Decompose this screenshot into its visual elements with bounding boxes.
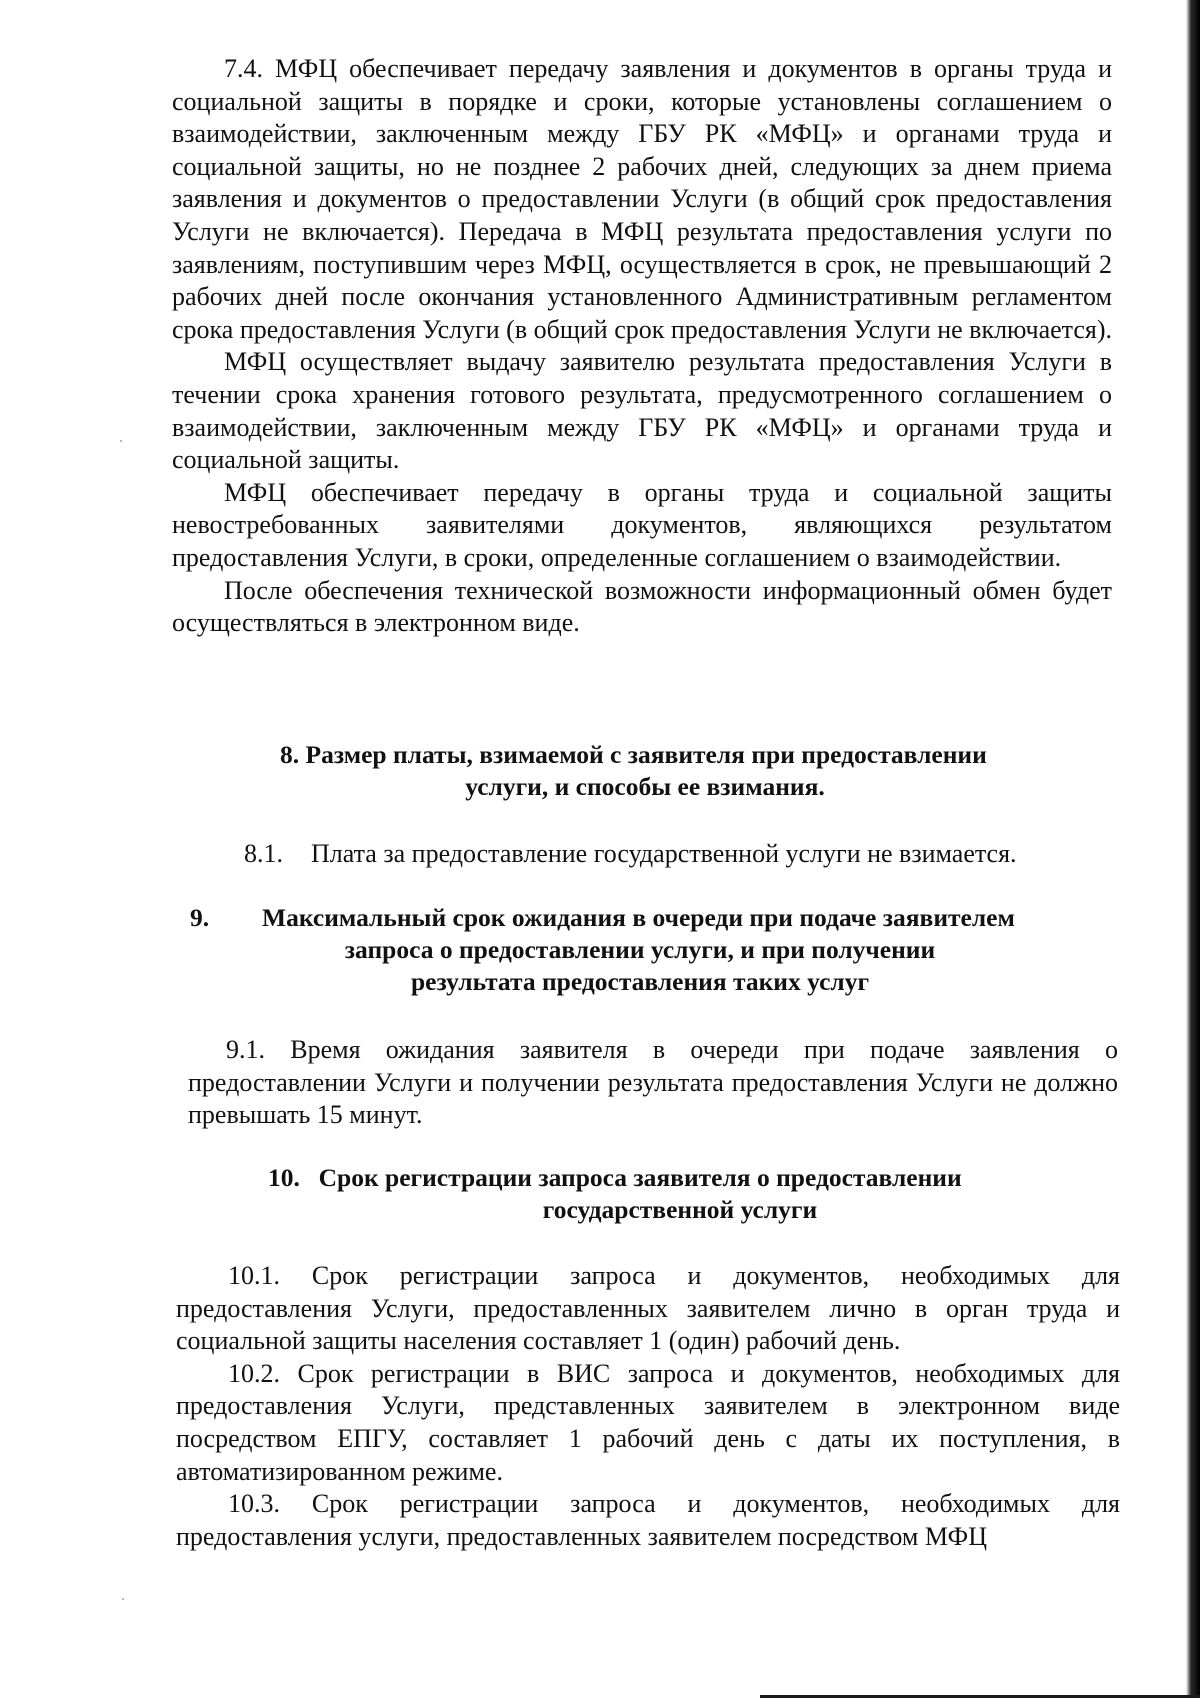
scan-edge-shadow bbox=[1186, 0, 1200, 1698]
section-9-block bbox=[188, 1034, 1118, 1132]
section-10-block bbox=[176, 1260, 1120, 1553]
section-9-heading-line2 bbox=[220, 934, 1060, 967]
section-8-title-line2: услуги, и способы ее взимания. bbox=[465, 772, 825, 801]
section-8-heading-cont bbox=[280, 771, 1010, 804]
section-10-heading bbox=[268, 1162, 1088, 1195]
section-8-number: 8. bbox=[280, 740, 300, 769]
section-10-title-line1: Срок регистрации запроса заявителя о предоставлении bbox=[318, 1163, 962, 1192]
paragraph-7-4-issue: МФЦ осуществляет выдачу заявителю результата предоставления Услуги в течении срока хранения готового результата, предусмотренного соглашением о взаимодействии, заключенным между ГБУ РК «МФЦ» и органами труда и социальной защиты. bbox=[172, 347, 1112, 475]
section-9-number-block bbox=[190, 902, 209, 935]
paragraph-10-2: 10.2. Срок регистрации в ВИС запроса и документов, необходимых для предоставления Услуги, представленных заявителем в электронном виде посредством ЕПГУ, составляет 1 рабочий день с даты их поступления, в автоматизированном режиме. bbox=[176, 1358, 1120, 1486]
paragraph-10-1: 10.1. Срок регистрации запроса и документов, необходимых для предоставления Услуги, предоставленных заявителем лично в орган труда и социальной защиты населения составляет 1 (один) рабочий день. bbox=[176, 1261, 1120, 1356]
section-9-title-line2: запроса о предоставлении услуги, и при получении bbox=[344, 935, 936, 964]
section-9-heading bbox=[262, 902, 1102, 935]
section-10-number: 10. bbox=[268, 1163, 300, 1192]
scan-speck bbox=[120, 440, 122, 442]
item-8-1 bbox=[244, 838, 1017, 871]
item-8-1-text: Плата за предоставление государственной услуги не взимается. bbox=[311, 839, 1017, 868]
section-10-heading-cont bbox=[270, 1194, 1090, 1227]
paragraph-9-1: 9.1. Время ожидания заявителя в очереди при подаче заявления о предоставлении Услуги и получении результата предоставления Услуги не должно превышать 15 минут. bbox=[188, 1035, 1118, 1130]
paragraph-10-3: 10.3. Срок регистрации запроса и документов, необходимых для предоставления услуги, предоставленных заявителем посредством МФЦ bbox=[176, 1489, 1120, 1551]
paragraph-7-4-unclaimed: МФЦ обеспечивает передачу в органы труда и социальной защиты невостребованных заявителями документов, являющихся результатом предоставления Услуги, в сроки, определенные соглашением о взаимодействии. bbox=[172, 477, 1112, 572]
paragraph-7-4: 7.4. МФЦ обеспечивает передачу заявления и документов в органы труда и социальной защиты в порядке и сроки, которые установлены соглашением о взаимодействии, заключенным между ГБУ РК «МФЦ» и органами труда и социальной защиты, но не позднее 2 рабочих дней, следующих за днем приема заявления и документов о предоставлении Услуги (в общий срок предоставления Услуги не включается). Передача в МФЦ результата предоставления услуги по заявлениям, поступившим через МФЦ, осуществляется в срок, не превышающий 2 рабочих дней после окончания установленного Административным регламентом срока предоставления Услуги (в общий срок предоставления Услуги не включается). bbox=[172, 54, 1112, 344]
scan-speck bbox=[122, 1598, 124, 1600]
section-7-block bbox=[172, 53, 1112, 640]
section-8-heading bbox=[280, 739, 1100, 772]
section-9-title-line1: Максимальный срок ожидания в очереди при подаче заявителем bbox=[262, 903, 1015, 932]
paragraph-7-4-electronic: После обеспечения технической возможности информационный обмен будет осуществляться в электронном виде. bbox=[172, 575, 1112, 638]
item-8-1-number: 8.1. bbox=[244, 839, 283, 868]
section-9-title-line3: результата предоставления таких услуг bbox=[410, 967, 870, 996]
section-9-number: 9. bbox=[190, 903, 210, 932]
section-9-heading-line3 bbox=[220, 966, 1060, 999]
section-10-title-line2: государственной услуги bbox=[542, 1195, 818, 1224]
section-8-title-line1: Размер платы, взимаемой с заявителя при предоставлении bbox=[305, 740, 987, 769]
